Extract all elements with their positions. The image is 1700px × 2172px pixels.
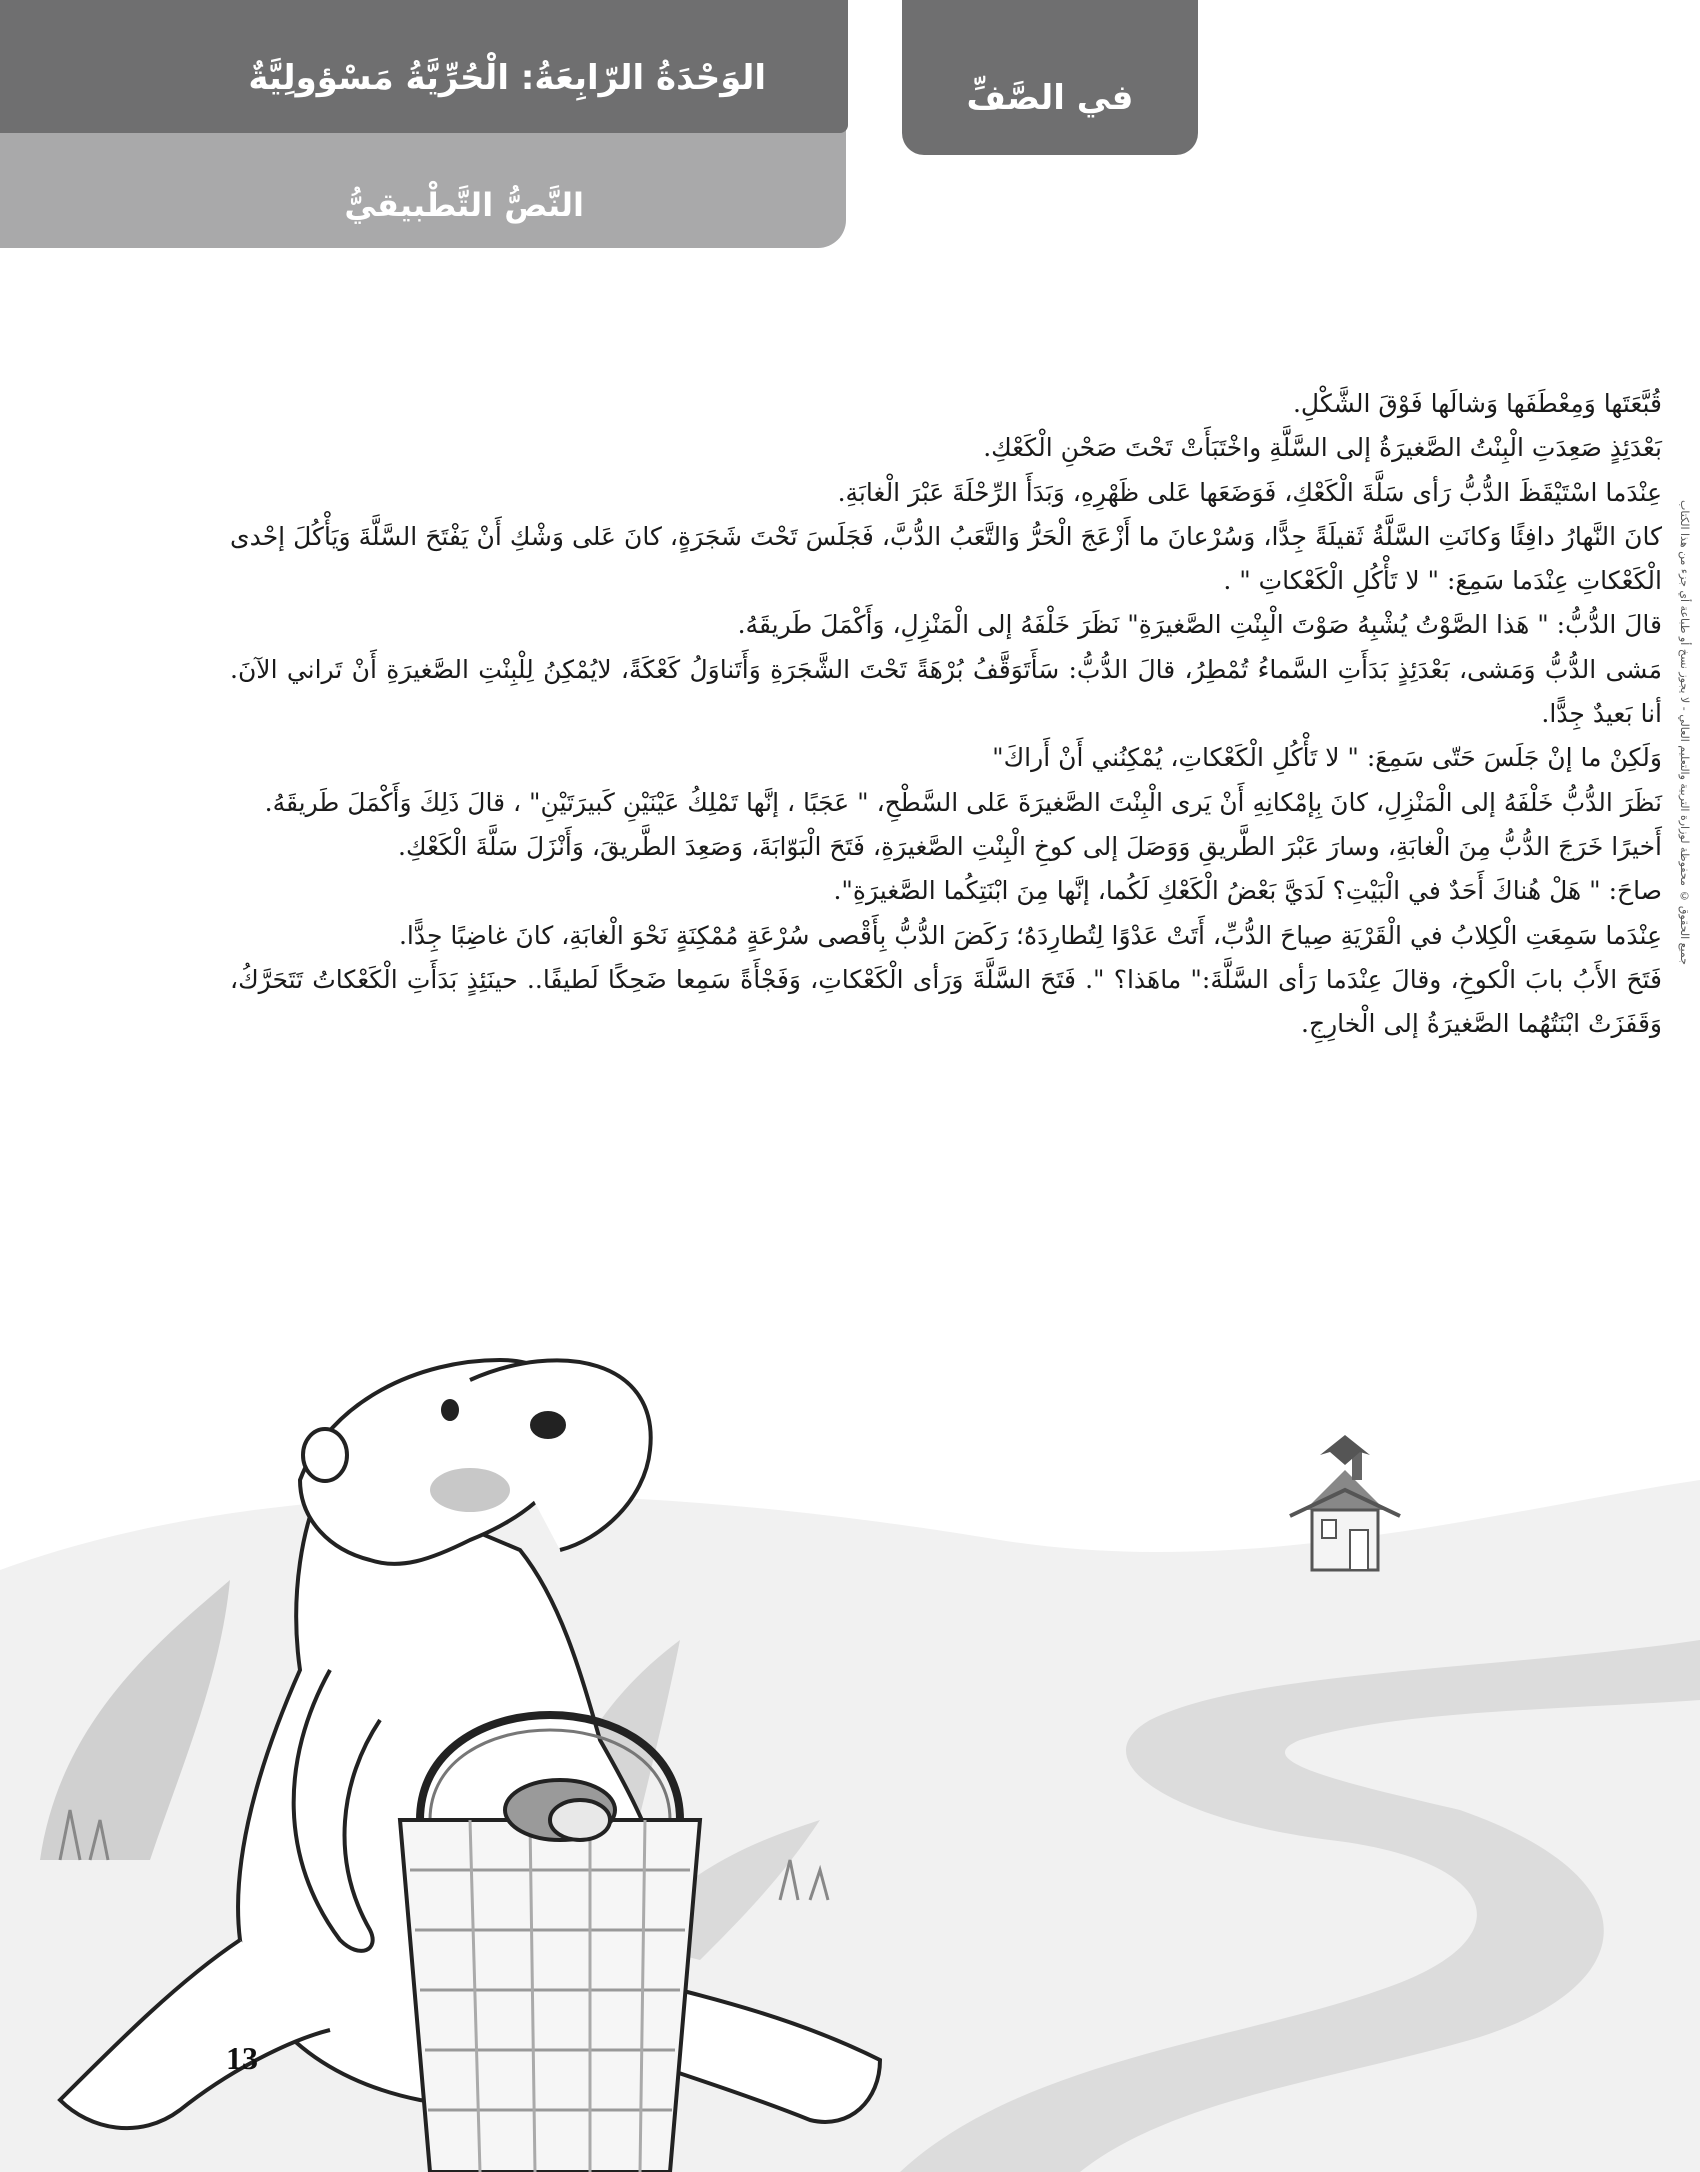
story-paragraph: بَعْدَئِذٍ صَعِدَتِ الْبِنْتُ الصَّغيرَةُ إلى السَّلَّةِ واخْتَبَأَتْ تَحْتَ صَحْنِ الْكَعْكِ.: [983, 433, 1662, 463]
story-paragraph: فَتَحَ الأَبُ بابَ الْكوخِ، وقالَ عِنْدَما رَأى السَّلَّةَ:" ماهَذا؟ ". فَتَحَ السَّلَّةَ وَرَأى الْكَعْكاتِ، وَفَجْأَةً سَمِعا ضَحِكًا لَطيفًا.. حينَئِذٍ بَدَأَتِ الْكَعْكاتُ تَتَحَرَّكُ، وَقَفَزَتْ ابْنَتُهُما الصَّغيرَةُ إلى الْخارِجِ.: [230, 964, 1662, 1039]
section-title: النَّصُّ التَّطْبيقيُّ: [344, 186, 584, 224]
copyright-text: جميع الحقوق © محفوظة لوزارة التربية والتعليم العالي - لا يجوز نسخ أو طباعة أي جزء من هذا الكتاب: [1678, 500, 1691, 965]
story-paragraph: وَلَكِنْ ما إنْ جَلَسَ حَتّى سَمِعَ: " لا تَأْكُلِ الْكَعْكاتِ، يُمْكِنُني أَنْ أَراكَ": [992, 743, 1662, 773]
story-paragraph: أَخيرًا خَرَجَ الدُّبُّ مِنَ الْغابَةِ، وسارَ عَبْرَ الطَّريقِ وَوَصَلَ إلى كوخِ الْبِنْتِ الصَّغيرَةِ، فَتَحَ الْبَوّابَةَ، وَصَعِدَ الطَّريقَ، وَأَنْزَلَ سَلَّةَ الْكَعْكِ.: [398, 831, 1662, 861]
unit-title: الوَحْدَةُ الرّابِعَةُ: الْحُرِّيَّةُ مَسْؤولِيَّةٌ: [248, 58, 766, 98]
story-text: [230, 382, 1662, 1046]
story-paragraph: عِنْدَما سَمِعَتِ الْكِلابُ في الْقَرْيَةِ صِياحَ الدُّبِّ، أَتَتْ عَدْوًا لِتُطارِدَهُ؛ رَكَضَ الدُّبُّ بِأَقْصى سُرْعَةٍ مُمْكِنَةٍ نَحْوَ الْغابَةِ، كانَ غاضِبًا جِدًّا.: [398, 920, 1662, 950]
unit-banner: [0, 0, 848, 133]
story-paragraph: كانَ النَّهارُ دافِئًا وَكانَتِ السَّلَّةُ ثَقيلَةً جِدًّا، وَسُرْعانَ ما أَزْعَجَ الْحَرُّ وَالتَّعَبُ الدُّبَّ، فَجَلَسَ تَحْتَ شَجَرَةٍ، كانَ عَلى وَشْكِ أَنْ يَفْتَحَ السَّلَّةَ وَيَأْكُلَ إحْدى الْكَعْكاتِ عِنْدَما سَمِعَ: " لا تَأْكُلِ الْكَعْكاتِ " .: [230, 521, 1662, 596]
class-tab-label: في الصَّفِّ: [966, 78, 1134, 118]
class-tab: [902, 0, 1198, 155]
story-paragraph: مَشى الدُّبُّ وَمَشى، بَعْدَئِذٍ بَدَأَتِ السَّماءُ تُمْطِرُ، قالَ الدُّبُّ: سَأَتَوَقَّفُ بُرْهَةً تَحْتَ الشَّجَرَةِ وَأَتَناوَلُ كَعْكَةً، لايُمْكِنُ لِلْبِنْتِ الصَّغيرَةِ أَنْ تَراني الآنَ. أنا بَعيدٌ جِدًّا.: [230, 654, 1662, 729]
story-paragraph: صاحَ: " هَلْ هُناكَ أَحَدٌ في الْبَيْتِ؟ لَدَيَّ بَعْضُ الْكَعْكِ لَكُما، إنَّها مِنَ ابْنَتِكُما الصَّغيرَةِ".: [833, 876, 1662, 906]
story-paragraph: عِنْدَما اسْتَيْقَظَ الدُّبُّ رَأى سَلَّةَ الْكَعْكِ، فَوَضَعَها عَلى ظَهْرِهِ، وَبَدَأَ الرِّحْلَةَ عَبْرَ الْغابَةِ.: [837, 477, 1662, 507]
story-paragraph: نَظَرَ الدُّبُّ خَلْفَهُ إلى الْمَنْزِلِ، كانَ بِإمْكانِهِ أَنْ يَرى الْبِنْتَ الصَّغيرَةَ عَلى السَّطْحِ، " عَجَبًا ، إنَّها تَمْلِكُ عَيْنَيْنِ كَبيرَتَيْنِ" ، قالَ ذَلِكَ وَأَكْمَلَ طَريقَهُ.: [264, 787, 1662, 817]
page-number: 13: [226, 2040, 258, 2076]
story-paragraph: قُبَّعَتَها وَمِعْطَفَها وَشالَها فَوْقَ الشَّكْلِ.: [1292, 389, 1662, 418]
story-paragraph: قالَ الدُّبُّ: " هَذا الصَّوْتُ يُشْبِهُ صَوْتَ الْبِنْتِ الصَّغيرَةِ" نَظَرَ خَلْفَهُ إلى الْمَنْزِلِ، وَأَكْمَلَ طَريقَهُ.: [737, 610, 1662, 640]
